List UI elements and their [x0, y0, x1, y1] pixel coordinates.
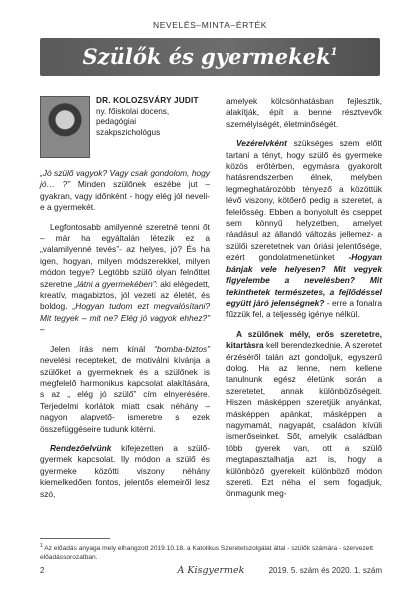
goal-text-a: Legfontosabb amilyenné szeretné tenni őt – már ha egyáltalán létezik ez a „valamilyenné tevés”- az helyes, jó? És ha igen, hogyan, milyen módszerekkel, milyen módon tegye? Legtöbb szülő olyan felnőttet szeretne: [40, 221, 210, 289]
page-footer: [40, 566, 382, 578]
author-role-line-2: pedagógiai: [96, 117, 137, 127]
paragraph-guideline: [226, 138, 382, 321]
magazine-brand: A Kisgyermek: [177, 565, 245, 576]
paragraph-continuation: amelyek kölcsönhatásban fejlesztik, alakítják, épít a benne résztvevők személyiségét, életminőségét.: [226, 96, 382, 129]
guideline-keyword: Vezérelvként: [236, 138, 287, 149]
author-role-line-3: szakpszichológus: [96, 127, 161, 137]
author-info: [96, 96, 199, 158]
guideline-text-a: szükséges szem előtt tartani a tényt, hogy szülő és gyermeke közös erőtérben, egymásra gyakorolt hatásrendszerben élnek, melyben legmeghatározóbb tényező a közöttük lévő viszony, kötőerő pedig a szeretet, a felelősség. Ebben a bonyolult és cseppet sem könnyű helyzetben, amelyet ráadásul az állandó változás jellemez- a szülői szeretetnek van óriási jelentősége, ezért gondolatmenetünket: [226, 138, 382, 263]
goal-questions: „Hogyan tudom ezt megvalósítani? Mit tegyek – mit ne? Elég jó vagyok ehhez?” –: [40, 301, 210, 335]
paragraph-goal: [40, 222, 210, 336]
footnote-text: Az előadás anyaga mely elhangzott 2019.10.18. a Katolikus Szeretetszolgálat által - szülők számára - szervezett előadássorozatban.: [40, 545, 374, 561]
love-text: kell berendezkednie. A szeretet érzéséről talán azt gondoljuk, egyszerű dolog. Ha az lenne, nem kellene tanulnunk egész életünk során a szeretetet, annak különbözőségeit. Hiszen másképpen szeretjük anyánkat, másképpen apánkat, másképpen a nagymamát, nagyapát, családon kívüli ismerőseinket. Sőt, amelyik családban több gyerek van, ott a szülő megtapasztalhatja azt is, hogy a különböző gyerekeit különböző módon szereti. Ezt néha el sem fogadjuk, önmagunk meg-: [226, 340, 382, 499]
issue-info: 2019. 5. szám és 2020. 1. szám: [268, 566, 382, 575]
title-footnote-mark: 1: [330, 47, 338, 58]
footnote-mark: 1: [40, 543, 43, 549]
article-title-text: Szülők és gyermekek: [82, 44, 331, 69]
intro-question: „Jó szülő vagyok? Vagy csak gondolom, hogy jó… ?”: [40, 168, 210, 190]
paragraph-intro: [40, 168, 210, 214]
page-number: 2: [40, 566, 45, 575]
author-role-line-1: ny. főiskolai docens,: [96, 106, 170, 116]
title-banner: [40, 38, 380, 76]
love-heading: A szülőnek mély, erős szeretetre, kitartásra: [226, 328, 382, 351]
guideline-text-b: - erre a fonalra fűzzük fel, a teljesség igénye nélkül.: [226, 297, 382, 320]
left-column: [40, 96, 210, 500]
goal-quote: „látni a gyermekében”: [74, 278, 156, 289]
right-column: [226, 96, 382, 500]
guideline-questions: -Hogyan bánjak vele helyesen? Mit vegyek figyelembe a nevelésben? Mit tekinthetek természetes, a fejlődéssel együtt járó jelenségnek?: [226, 252, 382, 308]
author-name: DR. KOLOZSVÁRY JUDIT: [96, 96, 199, 105]
paragraph-love: [226, 329, 382, 500]
purpose-text-a: Jelen írás nem kínál: [50, 343, 155, 354]
section-label: NEVELÉS–MINTA–ÉRTÉK: [152, 20, 268, 30]
footnote: [40, 542, 382, 562]
intro-text: Minden szülőnek eszébe jut – gyakran, vagy időnként - hogy elég jól neveli-e a gyermekét.: [40, 179, 211, 213]
goal-text-b: : aki elégedett, kreatív, magabiztos, jól vezeti az életét, és boldog.: [40, 278, 210, 312]
author-photo: [40, 96, 90, 158]
paragraph-purpose: [40, 344, 210, 435]
paragraph-principle: [40, 443, 210, 500]
principle-keyword: Rendezőelvünk: [50, 442, 112, 453]
purpose-quote: “bomba-biztos”: [154, 343, 210, 354]
principle-text: kifejezetten a szülő-gyermek kapcsolat. Ily módon a szülő és gyermeke közötti viszony néhány kiemelkedően fontos, jelentős elemeiről lesz szó,: [40, 442, 210, 499]
author-block: [40, 96, 210, 158]
footnote-divider: [40, 538, 110, 539]
purpose-text-b: nevelési recepteket, de motiválni kívánja a szülőket a gyermeknek és a szülőnek is megfelelő harmonikus kapcsolat alakítására, s az „ elég jó szülő” cím elnyerésére. Terjedelmi korlátok miatt csak néhány –nagyon alapvető- ismeretre s ezek összefüggéseire tudunk kitérni.: [40, 355, 210, 434]
article-title: [40, 44, 380, 69]
